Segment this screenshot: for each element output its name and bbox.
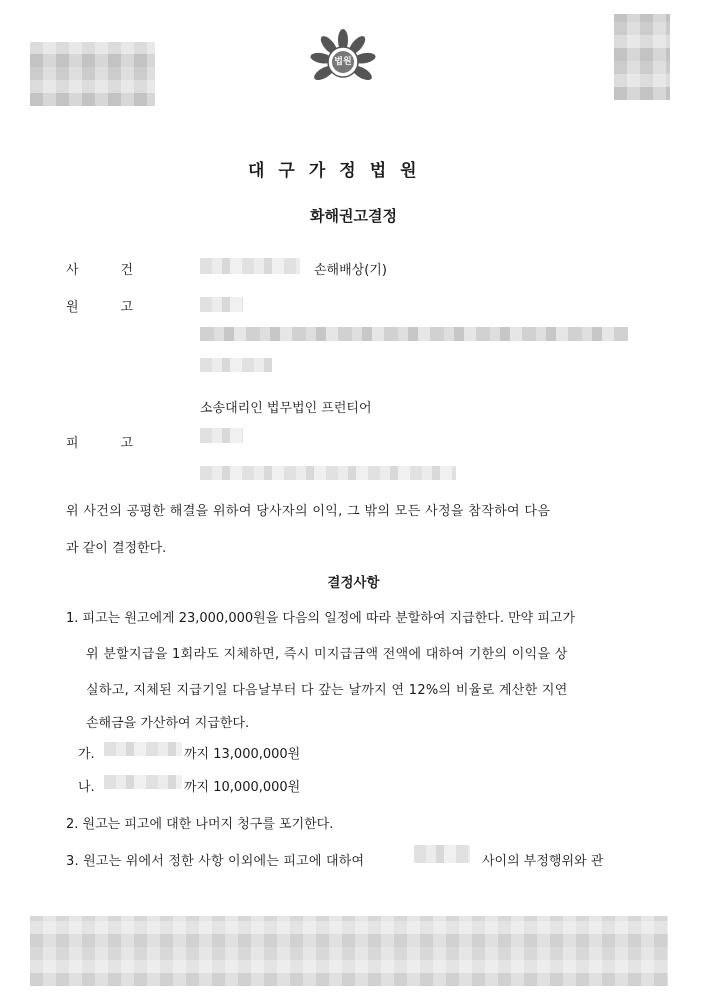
decision-item-1-line-1: 1. 피고는 원고에게 23,000,000원을 다음의 일정에 따라 분할하여 지급한다. 만약 피고가 (66, 611, 576, 626)
decision-item-3-end: 사이의 부정행위와 관 (482, 854, 604, 869)
redacted-top-left (30, 42, 155, 106)
sub-item-a-marker: 가. (78, 747, 95, 762)
intro-line-2: 과 같이 결정한다. (66, 541, 167, 556)
redacted-plaintiff-address (200, 327, 628, 341)
sub-item-b-text: 까지 10,000,000원 (184, 780, 301, 795)
court-emblem-icon (310, 28, 376, 90)
emblem-text: 법원 (334, 57, 352, 67)
defendant-label: 피고 (66, 436, 176, 451)
plaintiff-agent: 소송대리인 법무법인 프런티어 (200, 401, 372, 416)
decision-item-1-line-3: 실하고, 지체된 지급기일 다음날부터 다 갚는 날까지 연 12%의 비율로 계산한 지연 (86, 683, 568, 698)
redacted-plaintiff-address-2 (200, 358, 272, 372)
redacted-defendant-address (200, 466, 456, 480)
redacted-date-b (104, 775, 182, 789)
redacted-date-a (104, 742, 182, 756)
plaintiff-label: 원고 (66, 300, 176, 315)
sub-item-b-marker: 나. (78, 780, 95, 795)
document-title: 화해권고결정 (310, 207, 397, 225)
sub-item-a-text: 까지 13,000,000원 (184, 747, 301, 762)
redacted-period (414, 845, 470, 863)
redacted-case-number (200, 258, 300, 274)
decision-item-3-start: 3. 원고는 위에서 정한 사항 이외에는 피고에 대하여 (66, 854, 365, 869)
decision-item-2: 2. 원고는 피고에 대한 나머지 청구를 포기한다. (66, 817, 334, 832)
redacted-defendant-name (200, 428, 243, 443)
redacted-plaintiff-name (200, 297, 243, 312)
court-name: 대구가정법원 (248, 161, 431, 181)
decision-item-1-line-4: 손해금을 가산하여 지급한다. (86, 716, 250, 731)
decision-heading: 결정사항 (327, 575, 380, 591)
redacted-footer (30, 916, 668, 986)
case-name: 손해배상(기) (314, 263, 387, 278)
decision-item-1-line-2: 위 분할지급을 1회라도 지체하면, 즉시 미지급금액 전액에 대하여 기한의 이익을 상 (86, 647, 568, 662)
intro-line-1: 위 사건의 공평한 해결을 위하여 당사자의 이익, 그 밖의 모든 사정을 참작하여 다음 (66, 504, 551, 519)
redacted-top-right (614, 14, 670, 100)
case-label: 사건 (66, 263, 176, 278)
